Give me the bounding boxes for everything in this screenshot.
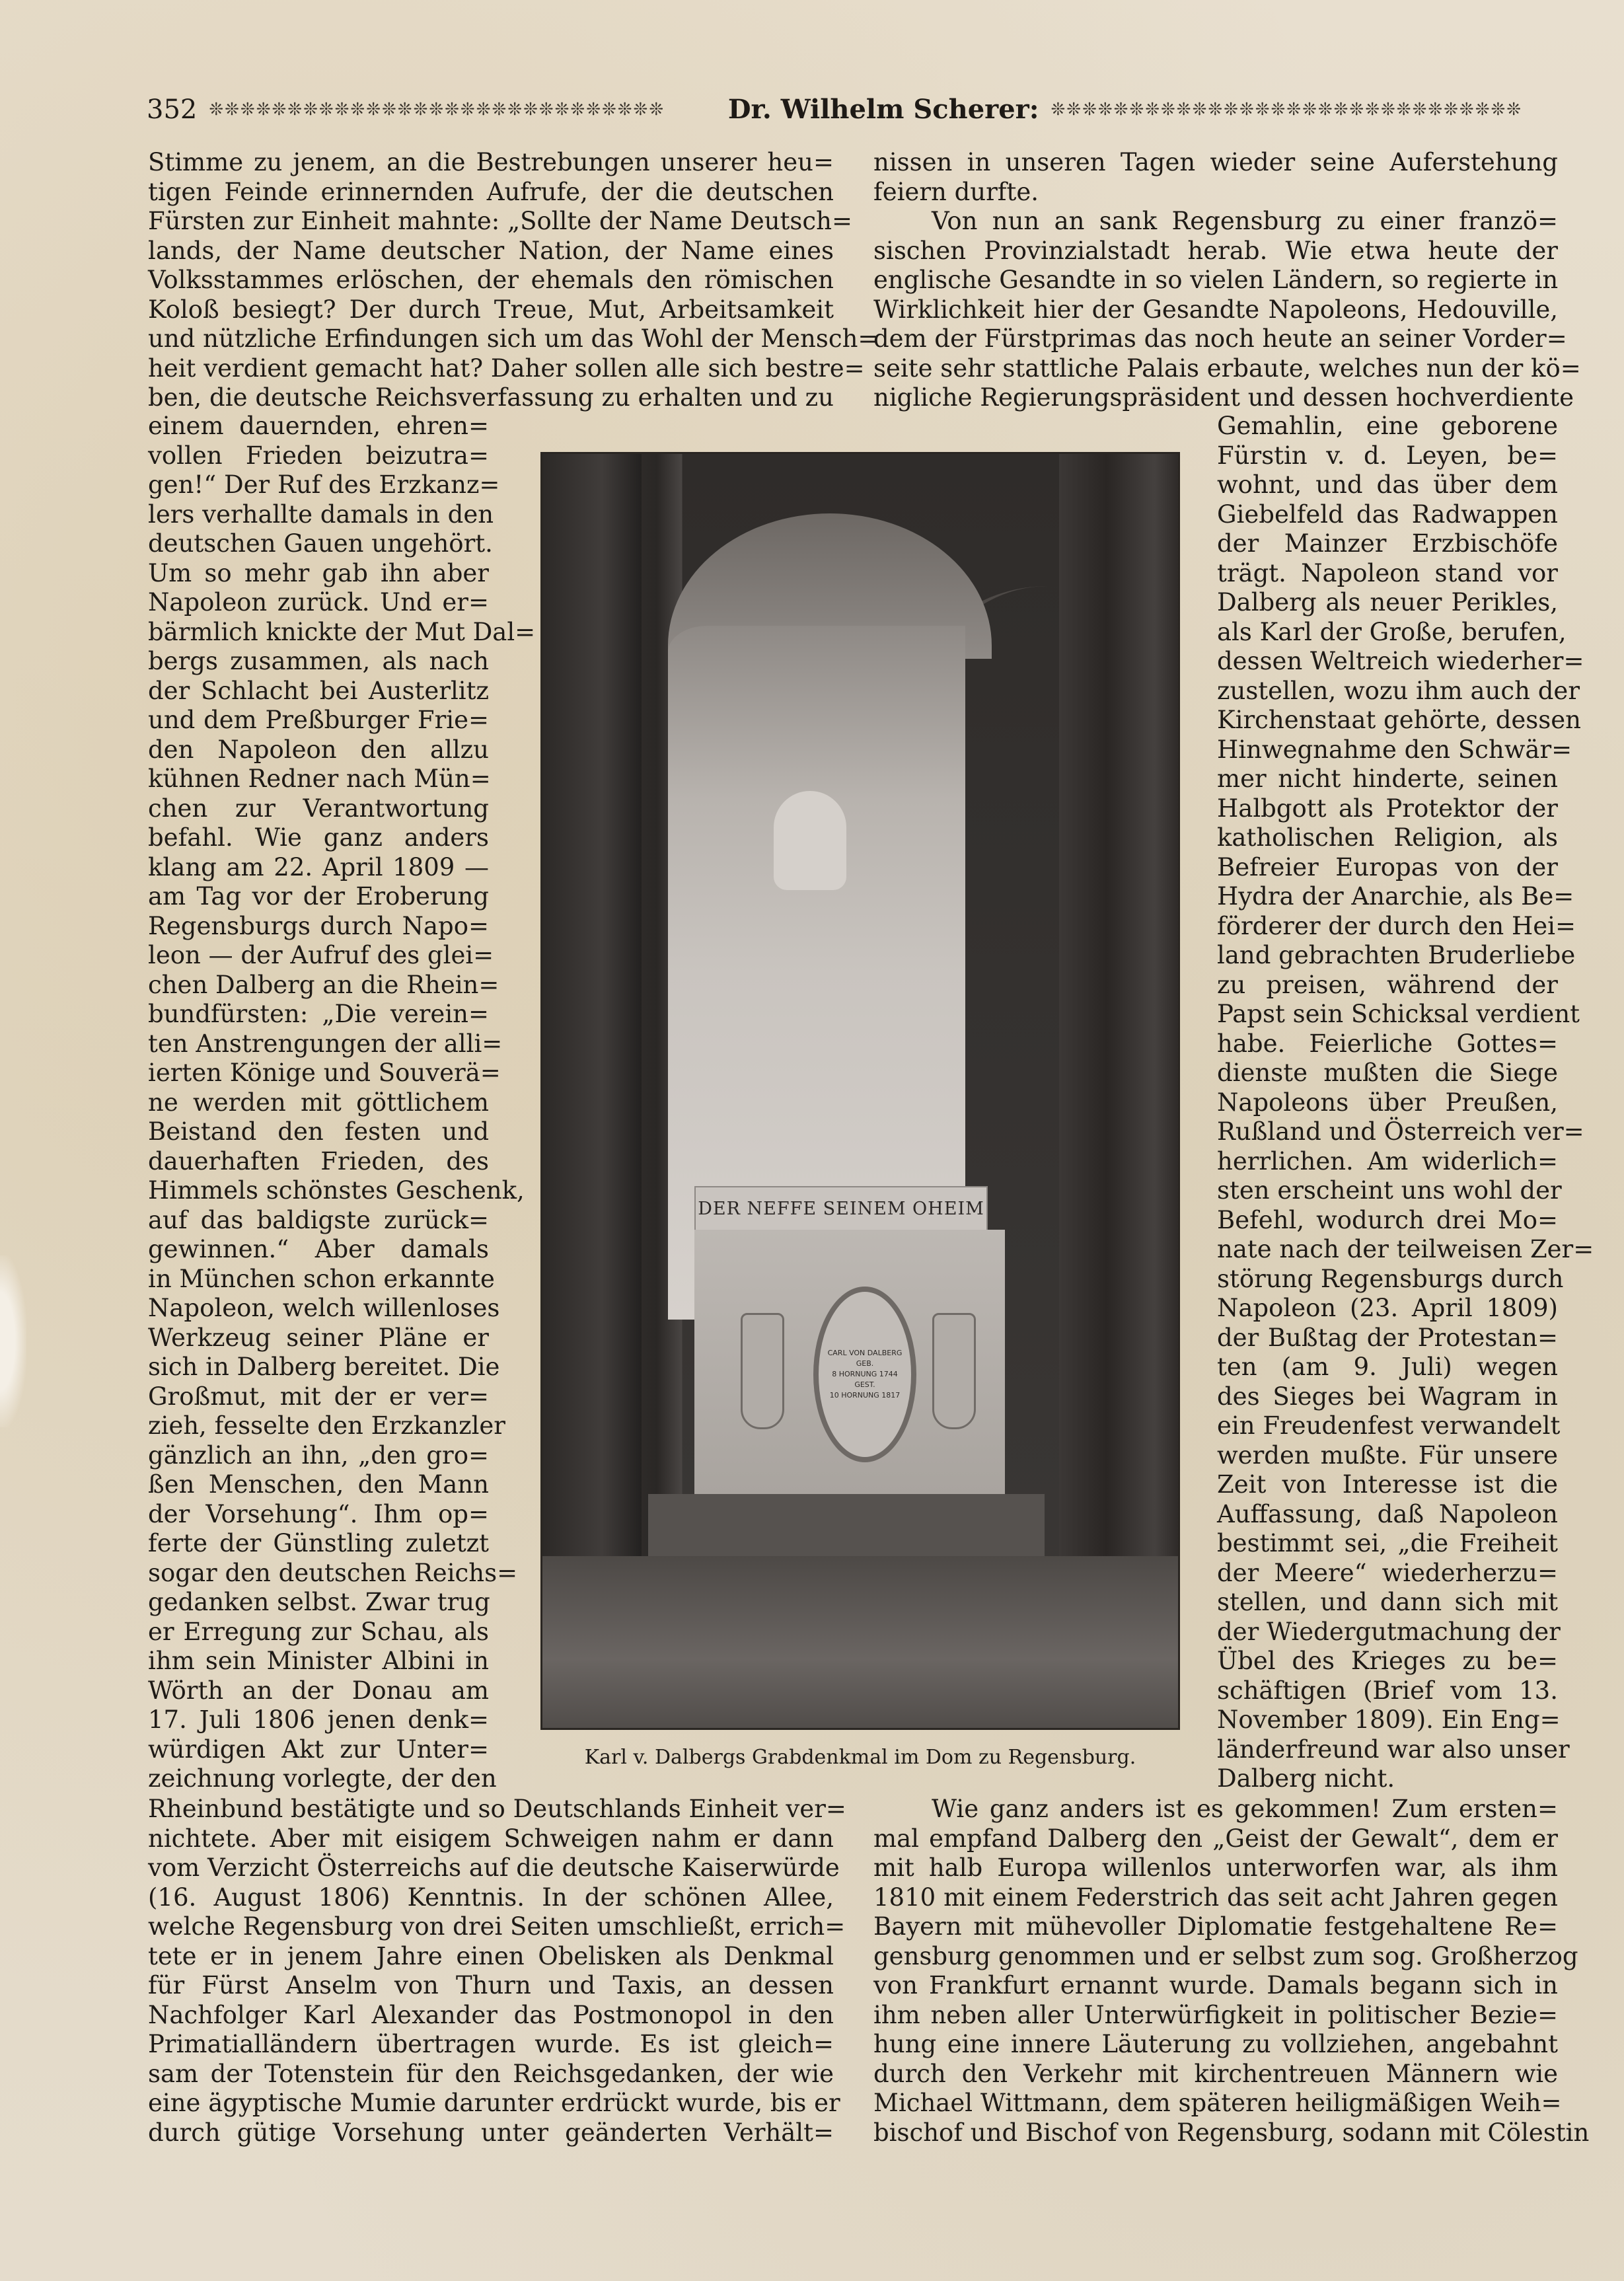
- text-line: den Napoleon den allzu: [148, 735, 489, 764]
- column-right-top: [873, 148, 1581, 413]
- text-line: ierten Könige und Souverä=: [148, 1059, 501, 1087]
- text-line: seite sehr stattliche Palais erbaute, welches nun der kö=: [873, 354, 1581, 383]
- text-line: welche Regensburg von drei Seiten umschließt, errich=: [148, 1912, 846, 1941]
- text-line: Bayern mit mühevoller Diplomatie festgehaltene Re=: [873, 1912, 1558, 1941]
- text-line: und nützliche Erfindungen sich um das Wohl der Mensch=: [148, 324, 879, 353]
- text-line: Werkzeug seiner Pläne er: [148, 1323, 489, 1352]
- text-line: Wörth an der Donau am: [148, 1676, 489, 1705]
- text-line: Halbgott als Protektor der: [1217, 794, 1558, 823]
- column-left-bottom: [148, 1795, 846, 2148]
- text-line: chen zur Verantwortung: [148, 794, 489, 823]
- photo-floor: [542, 1556, 1178, 1728]
- text-line: schäftigen (Brief vom 13.: [1217, 1676, 1558, 1705]
- text-line: am Tag vor der Eroberung: [148, 882, 489, 911]
- text-line: des Sieges bei Wagram in: [1217, 1382, 1558, 1411]
- text-line: der Vorsehung“. Ihm op=: [148, 1499, 489, 1528]
- text-line: land gebrachten Bruderliebe: [1217, 941, 1576, 969]
- text-line: auf das baldigste zurück=: [148, 1205, 489, 1234]
- text-line: gänzlich an ihn, „den gro=: [148, 1440, 489, 1470]
- text-line: wohnt, und das über dem: [1217, 470, 1558, 499]
- text-line: ten (am 9. Juli) wegen: [1217, 1353, 1558, 1381]
- text-line: zu preisen, während der: [1217, 970, 1558, 999]
- text-line: Dalberg als neuer Perikles,: [1217, 588, 1558, 617]
- text-line: Wie ganz anders ist es gekommen! Zum ersten=: [932, 1795, 1558, 1823]
- photo-pillar-left: [542, 454, 642, 1728]
- text-line: Von nun an sank Regensburg zu einer franzö=: [932, 207, 1558, 235]
- text-line: länderfreund war also unser: [1217, 1735, 1570, 1764]
- text-line: Napoleons über Preußen,: [1217, 1088, 1558, 1117]
- photo-bust: [774, 791, 846, 890]
- text-line: sich in Dalberg bereitet. Die: [148, 1353, 500, 1381]
- text-line: chen Dalberg an die Rhein=: [148, 970, 499, 999]
- text-line: dauerhaften Frieden, des: [148, 1146, 489, 1176]
- text-line: förderer der durch den Hei=: [1217, 911, 1576, 940]
- text-line: Papst sein Schicksal verdient: [1217, 1000, 1580, 1028]
- text-line: trägt. Napoleon stand vor: [1217, 558, 1558, 587]
- text-line: Koloß besiegt? Der durch Treue, Mut, Arbeitsamkeit: [148, 295, 834, 324]
- text-line: Rußland und Österreich ver=: [1217, 1117, 1584, 1146]
- text-line: sischen Provinzialstadt herab. Wie etwa heute der: [873, 236, 1558, 265]
- medallion-line: 8 HORNUNG 1744: [832, 1370, 898, 1378]
- text-line: englische Gesandte in so vielen Ländern, so regierte in: [873, 266, 1559, 294]
- text-line: Volksstammes erlöschen, der ehemals den römischen: [148, 266, 834, 294]
- text-line: klang am 22. April 1809 —: [148, 852, 489, 881]
- text-line: tigen Feinde erinnernden Aufrufe, der die deutschen: [148, 177, 834, 206]
- text-line: dem der Fürstprimas das noch heute an seiner Vorder=: [873, 324, 1567, 353]
- text-line: feiern durfte.: [873, 177, 1039, 206]
- text-line: der Meere“ wiederherzu=: [1217, 1558, 1558, 1587]
- text-line: hung eine innere Läuterung zu vollziehen, angebahnt: [873, 2030, 1558, 2058]
- text-line: nigliche Regierungspräsident und dessen hochverdiente: [873, 383, 1574, 412]
- text-line: vollen Frieden beizutra=: [148, 441, 489, 470]
- text-line: gen!“ Der Ruf des Erzkanz=: [148, 470, 500, 499]
- text-line: mit halb Europa willenlos unterworfen war, als ihm: [873, 1853, 1558, 1882]
- text-line: stellen, und dann sich mit: [1217, 1588, 1558, 1616]
- text-line: nichtete. Aber mit eisigem Schweigen nahm er dann: [148, 1824, 834, 1853]
- medallion-line: CARL VON DALBERG: [827, 1349, 903, 1357]
- text-line: ben, die deutsche Reichsverfassung zu erhalten und zu: [148, 383, 834, 412]
- coat-of-arms-left: [741, 1313, 784, 1429]
- text-line: der Mainzer Erzbischöfe: [1217, 529, 1558, 558]
- text-line: zeichnung vorlegte, der den: [148, 1764, 497, 1793]
- text-line: Befreier Europas von der: [1217, 852, 1558, 881]
- text-line: mer nicht hinderte, seinen: [1217, 765, 1558, 793]
- text-line: eine ägyptische Mumie darunter erdrückt wurde, bis er: [148, 2089, 840, 2117]
- text-line: Michael Wittmann, dem späteren heiligmäßigen Weih=: [873, 2089, 1562, 2117]
- text-line: als Karl der Große, berufen,: [1217, 617, 1567, 646]
- text-line: sogar den deutschen Reichs=: [148, 1558, 518, 1587]
- text-line: lers verhallte damals in den: [148, 500, 494, 529]
- medallion-line: GEB.: [856, 1359, 874, 1368]
- column-left-top: [148, 148, 879, 413]
- page-header: [147, 90, 1558, 130]
- text-line: ihm sein Minister Albini in: [148, 1647, 489, 1675]
- text-line: ten Anstrengungen der alli=: [148, 1029, 503, 1058]
- text-line: ein Freudenfest verwandelt: [1217, 1411, 1561, 1440]
- text-line: herrlichen. Am widerlich=: [1217, 1146, 1558, 1176]
- text-line: heit verdient gemacht hat? Daher sollen alle sich bestre=: [148, 354, 865, 383]
- text-line: durch den Verkehr mit kirchentreuen Männern wie: [873, 2059, 1558, 2088]
- text-line: bergs zusammen, als nach: [148, 647, 489, 675]
- paragraph: [873, 207, 1581, 413]
- text-line: Napoleon (23. April 1809): [1217, 1294, 1558, 1322]
- text-line: Fürstin v. d. Leyen, be=: [1217, 441, 1558, 470]
- text-line: ferte der Günstling zuletzt: [148, 1529, 489, 1557]
- text-line: durch gütige Vorsehung unter geänderten Verhält=: [148, 2118, 834, 2147]
- text-line: Dalberg nicht.: [1217, 1764, 1395, 1793]
- medallion-line: GEST.: [854, 1380, 875, 1389]
- text-line: Stimme zu jenem, an die Bestrebungen unserer heu=: [148, 148, 834, 176]
- text-line: Übel des Krieges zu be=: [1217, 1647, 1558, 1675]
- paper-wear: [0, 1255, 26, 1427]
- text-line: sten erscheint uns wohl der: [1217, 1176, 1562, 1205]
- text-line: mal empfand Dalberg den „Geist der Gewalt“, dem er: [873, 1824, 1558, 1853]
- column-right-narrow: [1217, 412, 1594, 1794]
- text-line: zieh, fesselte den Erzkanzler: [148, 1411, 505, 1440]
- text-line: befahl. Wie ganz anders: [148, 823, 489, 852]
- inscription-text: DER NEFFE SEINEM OHEIM: [698, 1199, 984, 1219]
- page-number: 352: [147, 94, 198, 125]
- text-line: dessen Weltreich wiederher=: [1217, 647, 1584, 675]
- paragraph: [873, 148, 1558, 207]
- text-line: deutschen Gauen ungehört.: [148, 529, 493, 558]
- text-line: Kirchenstaat gehörte, dessen: [1217, 706, 1581, 734]
- text-line: zustellen, wozu ihm auch der: [1217, 676, 1580, 705]
- text-line: dienste mußten die Siege: [1217, 1059, 1558, 1087]
- text-line: Hydra der Anarchie, als Be=: [1217, 882, 1574, 911]
- text-line: Napoleon, welch willenloses: [148, 1294, 500, 1322]
- text-line: Beistand den festen und: [148, 1117, 489, 1146]
- text-line: der Wiedergutmachung der: [1217, 1617, 1561, 1646]
- text-line: ihm neben aller Unterwürfigkeit in politischer Bezie=: [873, 2000, 1558, 2029]
- text-line: sam der Totenstein für den Reichsgedanken, der wie: [148, 2059, 834, 2088]
- text-line: vom Verzicht Österreichs auf die deutsche Kaiserwürde: [148, 1853, 840, 1882]
- text-line: ne werden mit göttlichem: [148, 1088, 489, 1117]
- text-line: er Erregung zur Schau, als: [148, 1617, 489, 1646]
- text-line: kühnen Redner nach Mün=: [148, 765, 491, 793]
- text-line: gensburg genommen und er selbst zum sog. Großherzog: [873, 1941, 1578, 1970]
- text-line: leon — der Aufruf des glei=: [148, 941, 494, 969]
- text-line: 1810 mit einem Federstrich das seit acht Jahren gegen: [873, 1883, 1558, 1912]
- text-line: Befehl, wodurch drei Mo=: [1217, 1205, 1558, 1234]
- text-line: nate nach der teilweisen Zer=: [1217, 1235, 1594, 1263]
- text-line: nissen in unseren Tagen wieder seine Auferstehung: [873, 148, 1558, 176]
- text-line: katholischen Religion, als: [1217, 823, 1558, 852]
- text-line: habe. Feierliche Gottes=: [1217, 1029, 1558, 1058]
- text-line: lands, der Name deutscher Nation, der Name eines: [148, 236, 834, 265]
- text-line: bärmlich knickte der Mut Dal=: [148, 617, 536, 646]
- text-line: Auffassung, daß Napoleon: [1217, 1499, 1558, 1528]
- coat-of-arms-right: [932, 1313, 976, 1429]
- text-line: (16. August 1806) Kenntnis. In der schönen Allee,: [148, 1883, 834, 1912]
- medallion-line: 10 HORNUNG 1817: [829, 1391, 901, 1400]
- ornament-rule-right: ❊❊❊❊❊❊❊❊❊❊❊❊❊❊❊❊❊❊❊❊❊❊❊❊❊❊❊❊❊❊: [1051, 100, 1523, 120]
- text-line: störung Regensburgs durch: [1217, 1264, 1564, 1293]
- text-line: würdigen Akt zur Unter=: [148, 1735, 489, 1764]
- text-line: und dem Preßburger Frie=: [148, 706, 489, 734]
- text-line: Rheinbund bestätigte und so Deutschlands Einheit ver=: [148, 1795, 846, 1823]
- text-line: für Fürst Anselm von Thurn und Taxis, an dessen: [148, 1971, 834, 2000]
- text-line: von Frankfurt ernannt wurde. Damals begann sich in: [873, 1971, 1558, 2000]
- text-line: Napoleon zurück. Und er=: [148, 588, 489, 617]
- text-line: der Bußtag der Protestan=: [1217, 1323, 1558, 1352]
- text-line: gewinnen.“ Aber damals: [148, 1235, 489, 1263]
- text-line: gedanken selbst. Zwar trug: [148, 1588, 490, 1616]
- ornament-rule-left: ❊❊❊❊❊❊❊❊❊❊❊❊❊❊❊❊❊❊❊❊❊❊❊❊❊❊❊❊❊: [209, 100, 665, 120]
- text-line: ßen Menschen, den Mann: [148, 1470, 489, 1499]
- text-line: Großmut, mit der er ver=: [148, 1382, 489, 1411]
- text-line: November 1809). Ein Eng=: [1217, 1705, 1561, 1734]
- text-line: Nachfolger Karl Alexander das Postmonopol in den: [148, 2000, 834, 2029]
- text-line: Himmels schönstes Geschenk,: [148, 1176, 525, 1205]
- text-line: Um so mehr gab ihn aber: [148, 558, 489, 587]
- text-line: Wirklichkeit hier der Gesandte Napoleons, Hedouville,: [873, 295, 1558, 324]
- text-line: bundfürsten: „Die verein=: [148, 1000, 489, 1028]
- text-line: Fürsten zur Einheit mahnte: „Sollte der Name Deutsch=: [148, 207, 852, 235]
- photograph-dalberg-tomb: [540, 452, 1180, 1730]
- text-line: Regensburgs durch Napo=: [148, 911, 489, 940]
- text-line: 17. Juli 1806 jenen denk=: [148, 1705, 489, 1734]
- text-line: bestimmt sei, „die Freiheit: [1217, 1529, 1558, 1557]
- text-line: Zeit von Interesse ist die: [1217, 1470, 1558, 1499]
- text-line: der Schlacht bei Austerlitz: [148, 676, 489, 705]
- photo-inscription-plate: [694, 1186, 988, 1232]
- text-line: bischof und Bischof von Regensburg, sodann mit Cölestin: [873, 2118, 1590, 2147]
- column-right-bottom: [873, 1795, 1590, 2148]
- running-title: Dr. Wilhelm Scherer:: [727, 94, 1039, 125]
- figure-caption: Karl v. Dalbergs Grabdenkmal im Dom zu Regensburg.: [584, 1746, 1136, 1769]
- text-line: Hinwegnahme den Schwär=: [1217, 735, 1572, 764]
- text-line: Primatialländern übertragen wurde. Es ist gleich=: [148, 2030, 834, 2058]
- text-line: Giebelfeld das Radwappen: [1217, 500, 1558, 529]
- text-line: in München schon erkannte: [148, 1264, 495, 1293]
- text-line: werden mußte. Für unsere: [1217, 1440, 1558, 1470]
- text-line: tete er in jenem Jahre einen Obelisken als Denkmal: [148, 1941, 834, 1970]
- column-left-narrow: [148, 412, 536, 1794]
- text-line: einem dauernden, ehren=: [148, 412, 489, 440]
- photo-medallion: [813, 1287, 916, 1462]
- text-line: Gemahlin, eine geborene: [1217, 412, 1558, 440]
